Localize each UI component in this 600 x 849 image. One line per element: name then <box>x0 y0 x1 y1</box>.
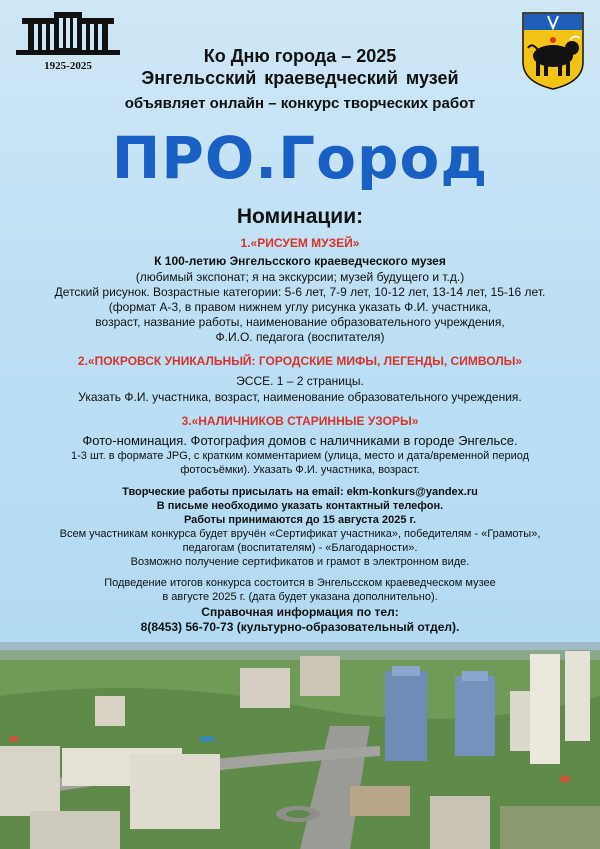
certificates-line: Возможно получение сертификатов и грамот в электронном виде. <box>130 556 470 568</box>
nomination-3-line: Фото-номинация. Фотография домов с наличниками в городе Энгельсе. <box>82 433 518 448</box>
nomination-1-line: (формат А-3, в правом нижнем углу рисунка указать Ф.И. участника, <box>108 300 492 314</box>
certificates-line: Всем участникам конкурса будет вручён «Сертификат участника», победителям - «Грамоты», <box>59 528 541 540</box>
city-panorama-image <box>0 636 600 849</box>
nomination-1-title: 1.«РИСУЕМ МУЗЕЙ» <box>240 236 360 250</box>
email-line: Творческие работы присылать на email: ekm-konkurs@yandex.ru <box>122 486 478 498</box>
nomination-2-line: Указать Ф.И. участника, возраст, наименование образовательного учреждения. <box>78 390 522 404</box>
certificates-line: педагогам (воспитателям) - «Благодарности». <box>182 542 418 554</box>
nomination-1-line: возраст, название работы, наименование образовательного учреждения, <box>95 315 505 329</box>
results-line: в августе 2025 г. (дата будет указана дополнительно). <box>162 591 438 603</box>
nomination-2-line: ЭССЕ. 1 – 2 страницы. <box>236 374 364 388</box>
logo-year: 1925-2025 <box>44 60 92 72</box>
results-line: Подведение итогов конкурса состоится в Энгельсском краеведческом музее <box>104 577 496 589</box>
header-line-2: Энгельсский краеведческий музей <box>141 68 459 88</box>
nomination-1-subtitle: К 100-летию Энгельсского краеведческого музея <box>154 254 446 268</box>
reference-title: Справочная информация по тел: <box>201 605 399 619</box>
nomination-3-line: фотосъёмки). Указать Ф.И. участника, возраст. <box>180 464 420 476</box>
nomination-1-line: Детский рисунок. Возрастные категории: 5-6 лет, 7-9 лет, 10-12 лет, 13-14 лет, 15-16 лет. <box>54 285 546 299</box>
nomination-1-line: Ф.И.О. педагога (воспитателя) <box>215 330 385 344</box>
page-title: ПРО.Город <box>111 124 489 192</box>
phone-note: В письме необходимо указать контактный телефон. <box>156 500 444 512</box>
nomination-3-line: 1-3 шт. в формате JPG, с кратким комментарием (улица, место и дата/временной период <box>70 450 530 462</box>
deadline: Работы принимаются до 15 августа 2025 г. <box>183 514 417 526</box>
reference-phone: 8(8453) 56-70-73 (культурно-образовательный отдел). <box>140 620 460 634</box>
nomination-1-line: (любимый экспонат; я на экскурсии; музей будущего и т.д.) <box>135 270 465 284</box>
header-line-1: Ко Дню города – 2025 <box>203 46 397 66</box>
nomination-2-title: 2.«ПОКРОВСК УНИКАЛЬНЫЙ: ГОРОДСКИЕ МИФЫ, ЛЕГЕНДЫ, СИМВОЛЫ» <box>77 354 523 368</box>
header-line-3: объявляет онлайн – конкурс творческих работ <box>124 95 476 112</box>
nomination-3-title: 3.«НАЛИЧНИКОВ СТАРИННЫЕ УЗОРЫ» <box>181 414 419 428</box>
nominations-heading: Номинации: <box>236 205 364 228</box>
